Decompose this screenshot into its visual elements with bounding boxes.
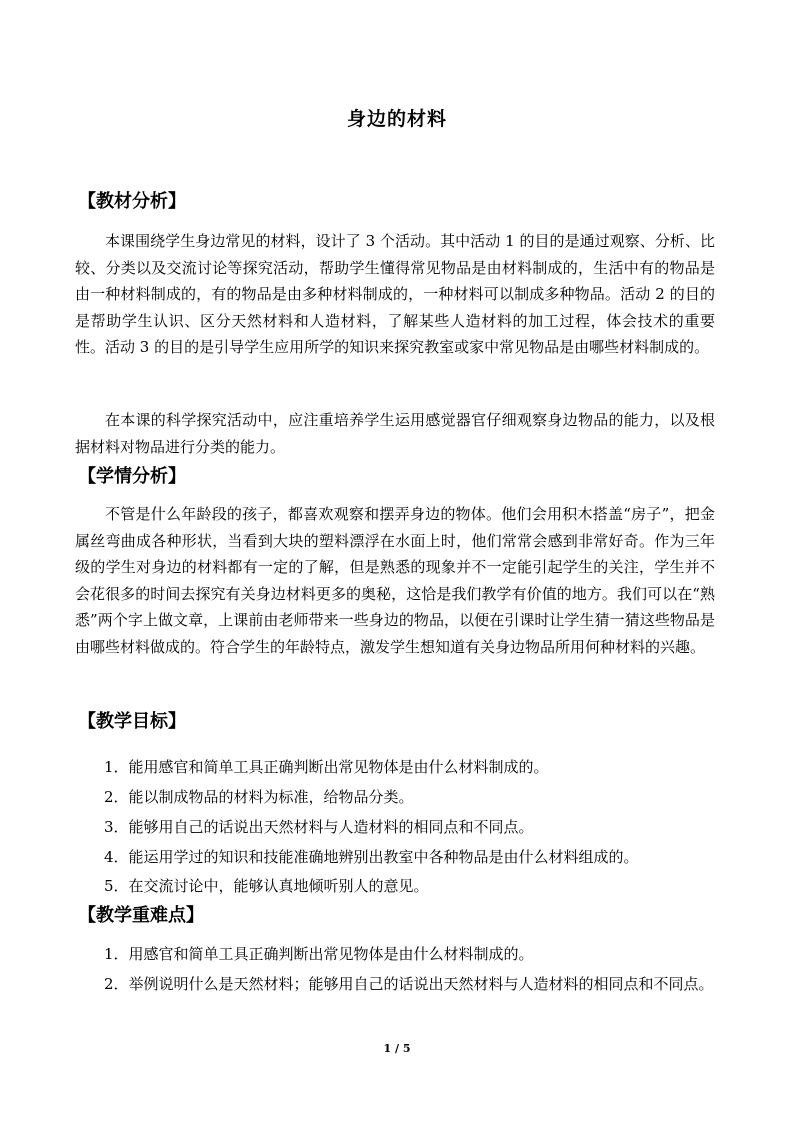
page-number: 1 / 5 <box>383 1042 411 1055</box>
list-item-goal-5: 5．在交流讨论中，能够认真地倾听别人的意见。 <box>104 877 429 895</box>
list-item-goal-4: 4．能运用学过的知识和技能准确地辨别出教室中各种物品是由什么材料组成的。 <box>104 848 639 866</box>
list-item-goal-3: 3．能够用自己的话说出天然材料与人造材料的相同点和不同点。 <box>104 818 534 836</box>
section-heading-key-difficulties: 【教学重难点】 <box>78 905 204 926</box>
section-heading-teaching-goals: 【教学目标】 <box>78 711 186 732</box>
paragraph-textbook-analysis-2: 在本课的科学探究活动中，应注重培养学生运用感觉器官仔细观察身边物品的能力，以及根据材料对物品进行分类的能力。 <box>75 411 715 456</box>
section-heading-textbook-analysis: 【教材分析】 <box>78 191 186 212</box>
page-title: 身边的材料 <box>346 108 447 130</box>
section-heading-student-analysis: 【学情分析】 <box>78 466 186 487</box>
list-item-difficulty-1: 1．用感官和简单工具正确判断出常见物体是由什么材料制成的。 <box>104 945 534 963</box>
list-item-goal-1: 1．能用感官和简单工具正确判断出常见物体是由什么材料制成的。 <box>104 758 549 776</box>
list-item-difficulty-2: 2．举例说明什么是天然材料；能够用自己的话说出天然材料与人造材料的相同点和不同点。 <box>104 975 714 993</box>
list-item-goal-2: 2．能以制成物品的材料为标准，给物品分类。 <box>104 788 414 806</box>
paragraph-textbook-analysis-1: 本课围绕学生身边常见的材料，设计了 3 个活动。其中活动 1 的目的是通过观察、分析、比较、分类以及交流讨论等探究活动，帮助学生懂得常见物品是由材料制成的，生活中有的物品是由一种材料制成的，有的物品是由多种材料制成的，一种材料可以制成多种物品。活动 2 的目的是帮助学生认识、区分天然材料和人造材料，了解某些人造材料的加工过程，体会技术的重要性。活动 3 的目的是引导学生应用所学的知识来探究教室或家中常见物品是由哪些材料制成的。 <box>75 232 715 356</box>
paragraph-student-analysis-1: 不管是什么年龄段的孩子，都喜欢观察和摆弄身边的物体。他们会用积木搭盖“房子”，把金属丝弯曲成各种形状，当看到大块的塑料漂浮在水面上时，他们常常会感到非常好奇。作为三年级的学生对身边的材料都有一定的了解，但是熟悉的现象并不一定能引起学生的关注，学生并不会花很多的时间去探究有关身边材料更多的奥秘，这恰是我们教学有价值的地方。我们可以在“熟悉”两个字上做文章，上课前由老师带来一些身边的物品，以便在引课时让学生猜一猜这些物品是由哪些材料做成的。符合学生的年龄特点，激发学生想知道有关身边物品所用何种材料的兴趣。 <box>75 505 715 656</box>
